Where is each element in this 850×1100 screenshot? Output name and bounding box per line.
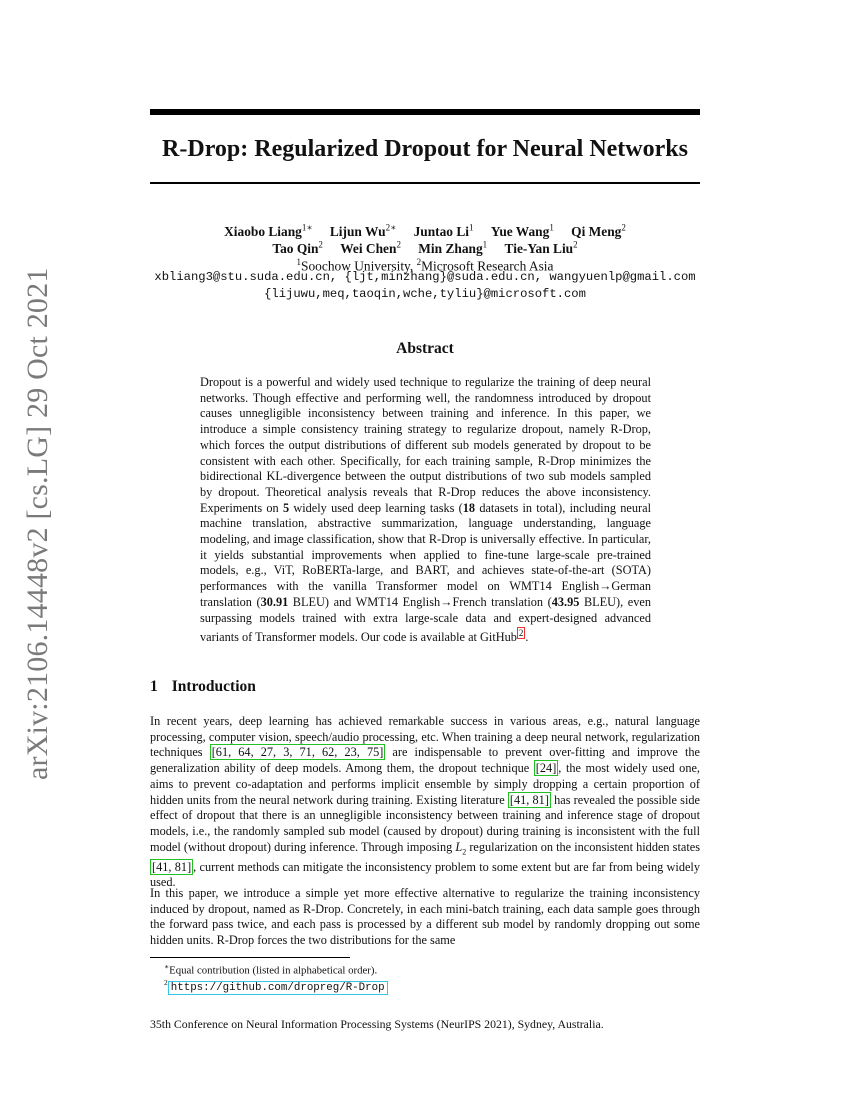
citation-link[interactable]: [41, 81] — [509, 792, 549, 807]
github-url-link[interactable]: https://github.com/dropreg/R-Drop — [168, 981, 388, 995]
abstract-body: Dropout is a powerful and widely used technique to regularize the training of deep neural networks. Though effective and performing well, the randomness introduced by dropout causes unnegligible inconsistency between training and inference. In this paper, we introduce a simple consistency training strategy to regularize dropout, namely R-Drop, which forces the output distributions of different sub models generated by dropout to be consistent with each other. Specifically, for each training sample, R-Drop minimizes the bidirectional KL-divergence between the output distributions of two sub models sampled by dropout. Theoretical analysis reveals that R-Drop reduces the above inconsistency. Experiments on 5 widely used deep learning tasks (18 datasets in total), including neural machine translation, abstractive summarization, language understanding, language modeling, and image classification, show that R-Drop is universally effective. In particular, it yields substantial improvements when applied to fine-tune large-scale pre-trained models, e.g., ViT, RoBERTa-large, and BART, and achieves state-of-the-art (SOTA) performances with the vanilla Transformer model on WMT14 English→German translation (30.91 BLEU) and WMT14 English→French translation (43.95 BLEU), even surpassing models trained with extra large-scale data and expert-designed advanced variants of Transformer models. Our code is available at GitHub $^2$ . — [200, 375, 651, 645]
author: Yue Wang$^1$ — [490, 223, 554, 240]
author: Wei Chen$^2$ — [340, 240, 401, 257]
author-emails-1: xbliang3@stu.suda.edu.cn, {ljt,minzhang}@suda.edu.cn, wangyuenlp@gmail.com — [154, 270, 696, 284]
author: Tie-Yan Liu$^2$ — [504, 240, 578, 257]
affiliations: $^1$Soochow University, $^2$Microsoft Research Asia — [296, 257, 554, 274]
author-emails-2: {lijuwu,meq,taoqin,wche,tyliu}@microsoft.com — [264, 287, 586, 301]
citation-link[interactable]: [24] — [535, 761, 557, 776]
author: Qi Meng$^2$ — [571, 223, 626, 240]
citation-link[interactable]: [41, 81] — [152, 859, 192, 874]
intro-paragraph-1: In recent years, deep learning has achieved remarkable success in various areas, e.g., natural language processing, computer vision, speech/audio processing, etc. When training a deep neural network, regularization techniques [61, 64, 27, 3, 71, 62, 23, 75] are indispensable to prevent over-fitting and improve the generalization ability of deep models. Among them, the dropout technique [24] , the most widely used one, aims to prevent co-adaptation and performs implicit ensemble by simply dropping a certain proportion of hidden units from the neural network during training. Existing literature [41, 81] has revealed the possible side effect of dropout that there is an unnegligible inconsistency between training and inference stage of dropout models, i.e., the randomly sampled sub model (caused by dropout) during training is inconsistent with the full model (without dropout) during inference. Through imposing $L_2$ regularization on the inconsistent hidden states [41, 81] , current methods can mitigate the inconsistency problem to some extent but are far from being widely used. — [150, 714, 701, 890]
author: Lijun $Wu^{2∗}$ — [329, 223, 397, 240]
intro-paragraph-2: In this paper, we introduce a simple yet more effective alternative to regularize the training inconsistency induced by dropout, named as R-Drop. Concretely, in each mini-batch training, each data sample goes through the forward pass twice, and each pass is processed by a different sub model by randomly dropping out some hidden units. R-Drop forces the two distributions for the same — [150, 886, 700, 948]
footnote-1: ∗Equal contribution (listed in alphabetical order). — [164, 962, 378, 977]
paper-title: R-Drop: Regularized Dropout for Neural Networks — [162, 136, 688, 162]
footnote-2: $^2$ https://github.com/dropreg/R-Drop — [164, 976, 388, 995]
arxiv-identifier: arXiv:2106.14448v2 [cs.LG] 29 Oct 2021 — [21, 267, 54, 780]
abstract-heading: Abstract — [396, 340, 454, 357]
citation-link[interactable]: [61, 64, 27, 3, 71, 62, 23, 75] — [211, 745, 384, 760]
title-bottom-rule — [150, 182, 700, 184]
author: Min Zhang$^1$ — [418, 240, 488, 257]
section-heading: 1 Introduction — [150, 678, 256, 695]
footnote-link[interactable]: 2 — [518, 628, 524, 639]
footnote-rule — [150, 957, 350, 958]
author: Tao Qin$^2$ — [272, 240, 323, 257]
author: Juntao Li$^1$ — [413, 223, 474, 240]
title-top-rule — [150, 109, 700, 115]
conference-footer: 35th Conference on Neural Information Processing Systems (NeurIPS 2021), Sydney, Australia. — [150, 1017, 604, 1031]
author: Xiaobo Liang$^{1∗}$ — [224, 223, 313, 240]
